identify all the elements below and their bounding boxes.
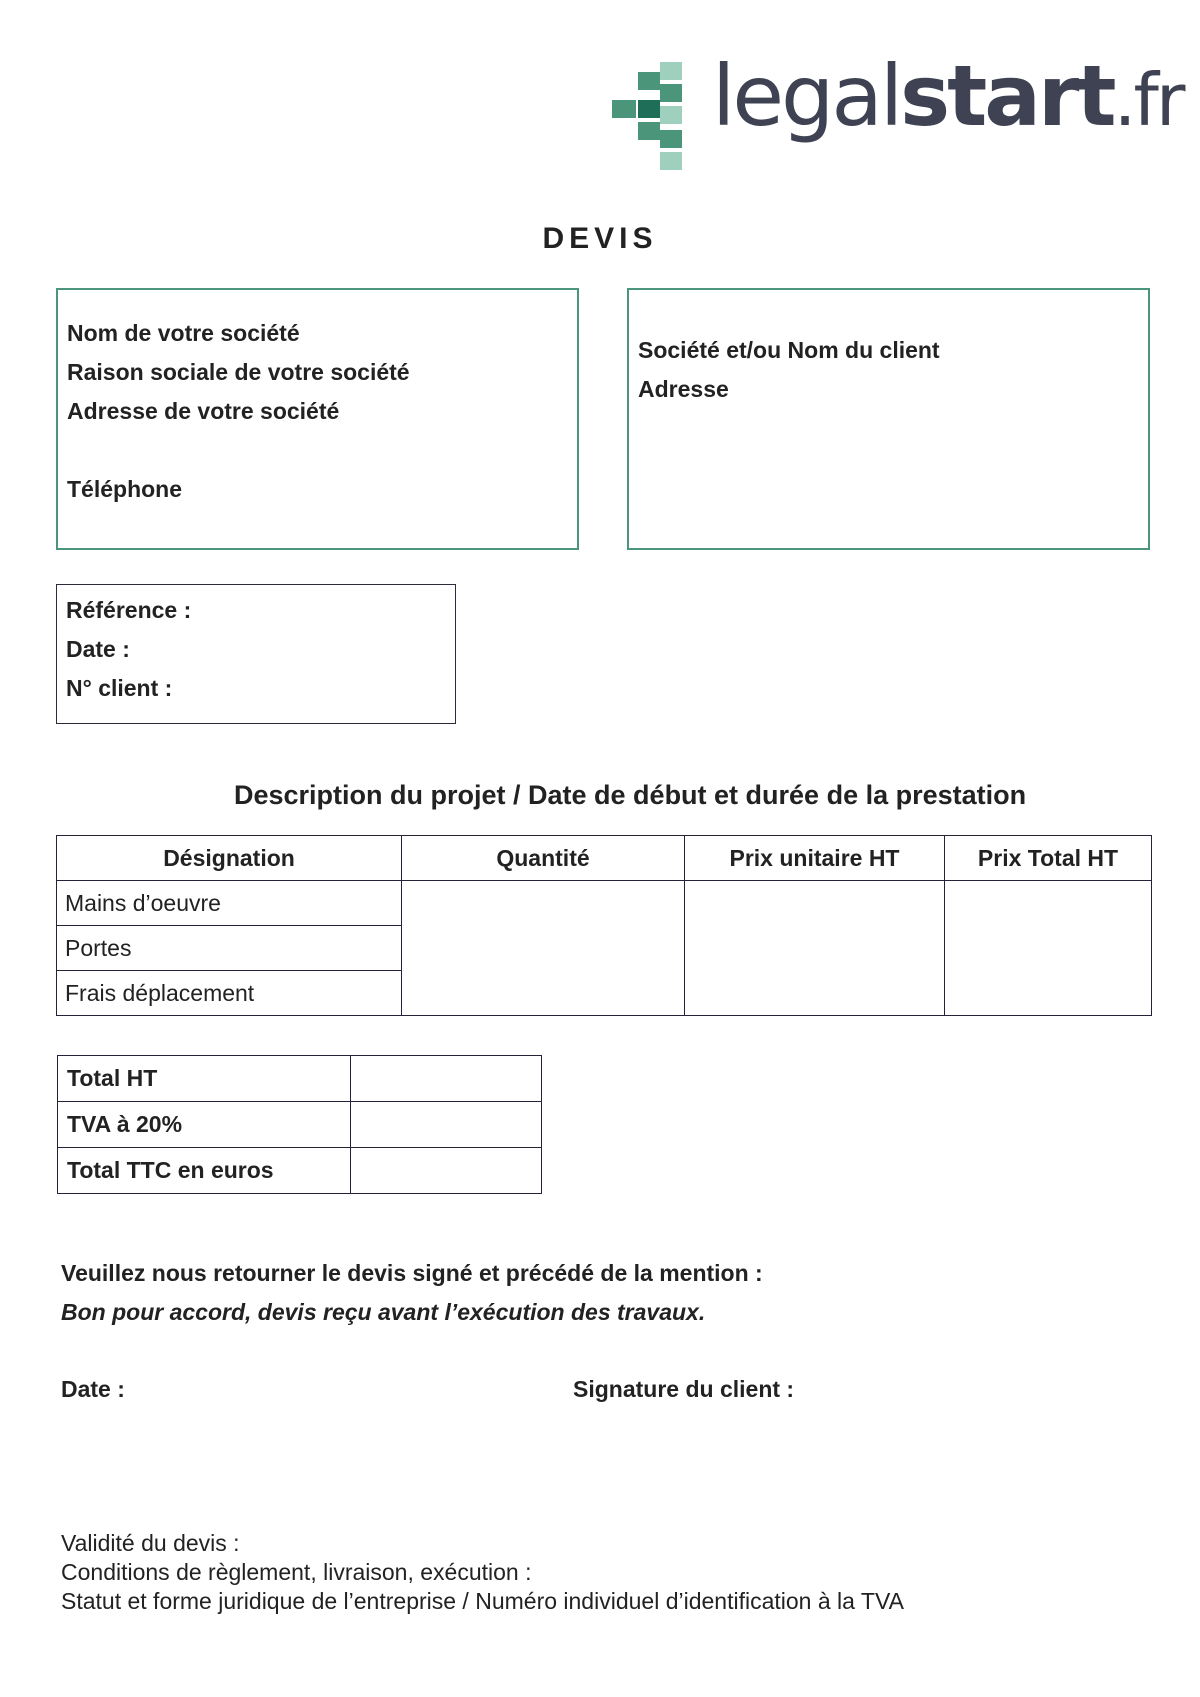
total-ttc-label: Total TTC en euros: [58, 1148, 351, 1194]
table-row: [57, 881, 1152, 926]
header-total-price: Prix Total HT: [945, 836, 1152, 881]
totals-row: [58, 1056, 542, 1102]
legalstart-mark-icon: [612, 62, 692, 172]
quantity-cell[interactable]: [402, 881, 685, 1016]
document-title: DEVIS: [542, 222, 658, 255]
signature-date-label: Date :: [61, 1376, 125, 1402]
items-table-header: [57, 836, 1152, 881]
total-price-cell[interactable]: [945, 881, 1152, 1016]
company-address: Adresse de votre société: [67, 398, 340, 424]
total-ht-value-cell[interactable]: [351, 1056, 542, 1102]
payment-conditions: Conditions de règlement, livraison, exécution :: [61, 1559, 532, 1585]
reference-label: Référence :: [66, 597, 192, 623]
logo-wordmark: [712, 47, 1183, 145]
date-label: Date :: [66, 636, 130, 662]
client-name: Société et/ou Nom du client: [638, 337, 940, 363]
designation-cell: Mains d’oeuvre: [57, 881, 402, 926]
designation-cell: Portes: [57, 926, 402, 971]
client-signature-label: Signature du client :: [573, 1376, 795, 1402]
company-legal-status: Statut et forme juridique de l’entreprise / Numéro individuel d’identification à la TVA: [61, 1588, 904, 1614]
acceptance-instruction: Veuillez nous retourner le devis signé et précédé de la mention :: [61, 1260, 763, 1286]
logo-text-fr: .fr: [1113, 58, 1183, 142]
company-legal-name: Raison sociale de votre société: [67, 359, 410, 385]
vat-label: TVA à 20%: [58, 1102, 351, 1148]
client-address: Adresse: [638, 376, 729, 402]
header-designation: Désignation: [57, 836, 402, 881]
vat-value-cell[interactable]: [351, 1102, 542, 1148]
legalstart-logo: [612, 47, 1183, 178]
client-number-label: N° client :: [66, 675, 173, 701]
acceptance-mention: Bon pour accord, devis reçu avant l’exécution des travaux.: [61, 1299, 706, 1325]
company-name: Nom de votre société: [67, 320, 300, 346]
header-quantity: Quantité: [402, 836, 685, 881]
quote-validity: Validité du devis :: [61, 1530, 240, 1556]
logo-text-start: start: [900, 47, 1114, 145]
unit-price-cell[interactable]: [685, 881, 945, 1016]
totals-row: [58, 1102, 542, 1148]
total-ttc-value-cell[interactable]: [351, 1148, 542, 1194]
reference-box: [56, 584, 456, 724]
header-unit-price: Prix unitaire HT: [685, 836, 945, 881]
project-heading: Description du projet / Date de début et durée de la prestation: [234, 780, 1027, 810]
client-info-box: [627, 288, 1150, 550]
items-table: [56, 835, 1152, 1016]
totals-row: [58, 1148, 542, 1194]
designation-cell: Frais déplacement: [57, 971, 402, 1016]
total-ht-label: Total HT: [58, 1056, 351, 1102]
company-phone: Téléphone: [67, 476, 183, 502]
logo-text-legal: legal: [712, 47, 901, 145]
totals-table: [57, 1055, 542, 1194]
company-info-box: [56, 288, 579, 550]
